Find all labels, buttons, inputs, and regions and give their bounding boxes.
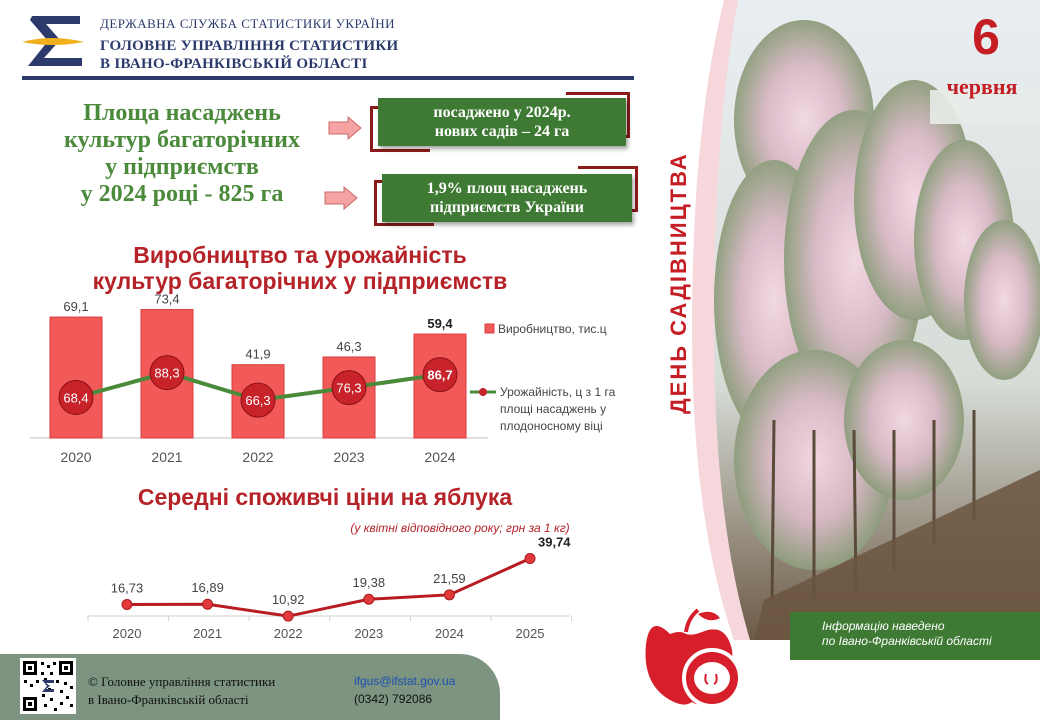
x-tick-label: 2020: [60, 449, 92, 465]
yield-data-label: 86,7: [427, 367, 453, 383]
callout1-line1: посаджено у 2024р.: [433, 104, 571, 121]
area-unit: га: [260, 181, 284, 207]
day-label-vertical: [642, 130, 702, 420]
legend-bar-label: Виробництво, тис.ц: [498, 322, 607, 336]
production-title-line2: культур багаторічних у підприємств: [92, 268, 508, 294]
x-tick-label: 2022: [242, 449, 274, 465]
x-tick-label: 2023: [354, 626, 384, 641]
price-point: [203, 599, 213, 609]
bar-data-label: 69,1: [63, 299, 89, 315]
price-chart-note: (у квітні відповідного року; грн за 1 кг): [350, 521, 570, 535]
callout2-line2: підприємств України: [430, 199, 584, 216]
x-tick-label: 2024: [434, 626, 464, 641]
info-line1: Інформацію наведено: [822, 619, 945, 633]
x-tick-label: 2020: [112, 626, 142, 641]
callout1-line2: нових садів – 24 га: [434, 123, 570, 140]
bar-data-label: 46,3: [336, 338, 362, 354]
price-data-label: 10,92: [271, 592, 305, 608]
yield-data-label: 66,3: [245, 393, 271, 409]
price-data-label: 21,59: [433, 570, 466, 586]
apple-icon: [640, 604, 752, 716]
production-title-line1: Виробництво та урожайність: [133, 242, 467, 268]
x-tick-label: 2025: [515, 626, 545, 641]
yield-data-label: 68,4: [63, 390, 89, 406]
yield-data-label: 88,3: [154, 365, 180, 381]
info-line2: по Івано-Франківській області: [822, 634, 992, 648]
info-box: [790, 612, 1040, 660]
legend-line-label-1: Урожайність, ц з 1 га: [500, 385, 616, 399]
area-line1: Площа насаджень: [83, 100, 281, 126]
dept-name-line2: В ІВАНО-ФРАНКІВСЬКІЙ ОБЛАСТІ: [100, 56, 368, 72]
x-tick-label: 2022: [273, 626, 303, 641]
bar-data-label: 59,4: [427, 316, 453, 332]
bar-data-label: 41,9: [245, 346, 271, 362]
price-data-label: 19,38: [352, 575, 386, 591]
price-data-label: 39,74: [538, 534, 571, 550]
day-number: 6: [972, 9, 1000, 65]
dept-name-line1: ГОЛОВНЕ УПРАВЛІННЯ СТАТИСТИКИ: [100, 38, 399, 54]
price-line: [127, 559, 530, 617]
price-point: [122, 600, 132, 610]
footer-email-link[interactable]: ifgus@ifstat.gov.ua: [354, 674, 456, 688]
area-line2: культур багаторічних: [64, 127, 300, 153]
x-tick-label: 2024: [424, 449, 456, 465]
day-month: червня: [946, 74, 1018, 99]
bar-data-label: 73,4: [154, 291, 180, 307]
legend-line-label-2: площі насаджень у: [500, 402, 607, 416]
area-value: 825: [218, 181, 255, 207]
qr-code-icon[interactable]: [20, 658, 76, 714]
day-label-text: ДЕНЬ САДІВНИЦТВА: [666, 152, 691, 414]
price-point: [444, 590, 454, 600]
yield-data-label: 76,3: [336, 380, 362, 396]
x-tick-label: 2021: [151, 449, 183, 465]
price-point: [525, 554, 535, 564]
price-data-label: 16,73: [110, 580, 144, 596]
x-tick-label: 2021: [193, 626, 223, 641]
agency-name: ДЕРЖАВНА СЛУЖБА СТАТИСТИКИ УКРАЇНИ: [100, 16, 396, 31]
price-chart-title: Середні споживчі ціни на яблука: [137, 484, 513, 510]
area-line3: у підприємств: [105, 154, 259, 180]
x-tick-label: 2023: [333, 449, 365, 465]
footer-org-line2: в Івано-Франківській області: [88, 692, 249, 707]
footer-org-line1: © Головне управління статистики: [88, 674, 276, 689]
price-data-label: 16,89: [191, 580, 224, 596]
callout2-line1: 1,9% площ насаджень: [426, 180, 588, 197]
footer-phone: (0342) 792086: [354, 692, 433, 706]
legend-line-label-3: плодоносному віці: [500, 419, 603, 433]
price-point: [283, 611, 293, 621]
price-point: [364, 594, 374, 604]
area-line4-prefix: у 2024 році -: [80, 181, 213, 207]
